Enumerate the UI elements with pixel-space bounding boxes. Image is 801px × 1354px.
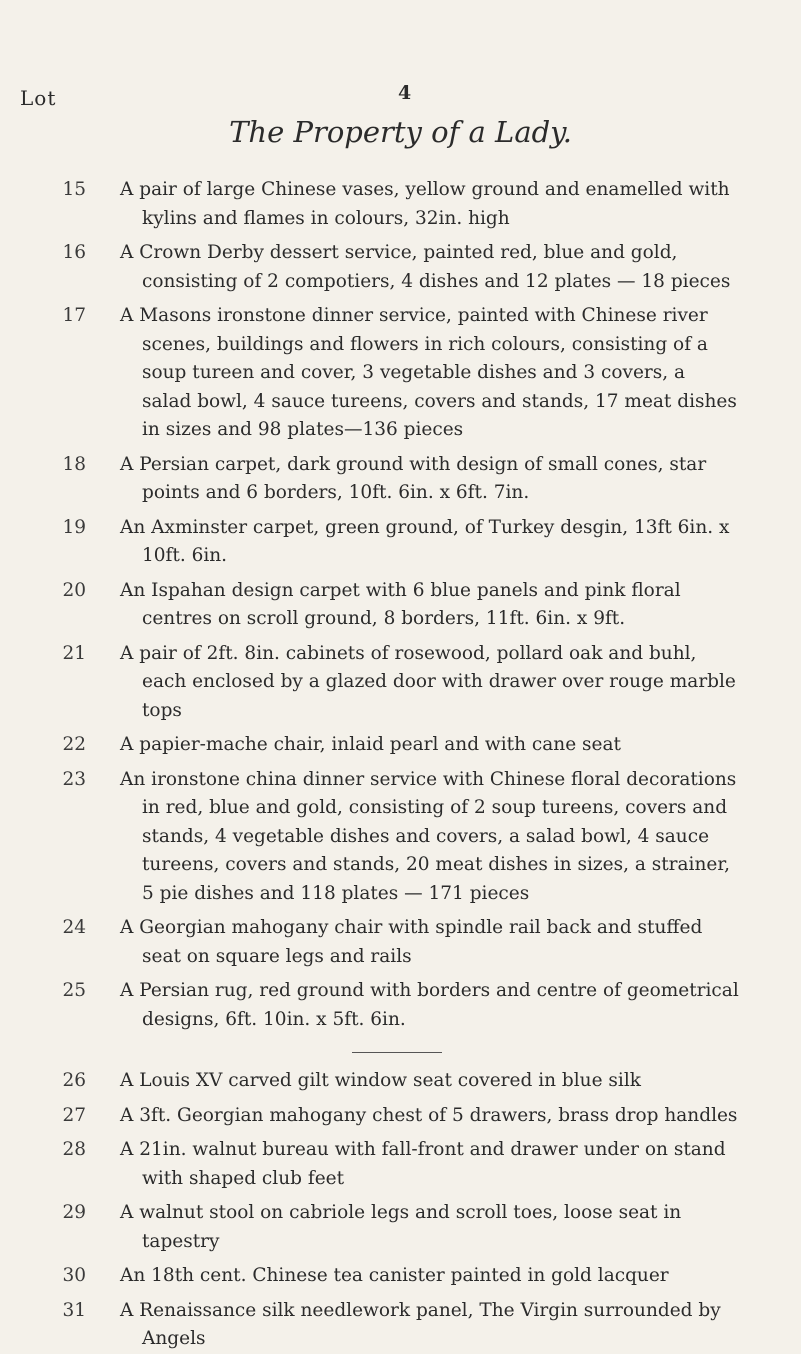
lot-number: 30 bbox=[62, 1265, 86, 1286]
lot-description: A Louis XV carved gilt window seat covered in blue silk bbox=[120, 1070, 641, 1091]
lot-entry bbox=[0, 977, 801, 1034]
lot-entry bbox=[0, 577, 801, 634]
lot-description: A pair of 2ft. 8in. cabinets of rosewood, pollard oak and buhl, each enclosed by a glazed door with drawer over rouge marble tops bbox=[120, 642, 736, 721]
lot-number: 21 bbox=[62, 642, 86, 664]
lot-number: 17 bbox=[62, 305, 86, 326]
lot-column-label: Lot bbox=[20, 86, 57, 110]
lot-description: A walnut stool on cabriole legs and scroll toes, loose seat in tapestry bbox=[120, 1202, 682, 1252]
lot-description: A 3ft. Georgian mahogany chest of 5 drawers, brass drop handles bbox=[120, 1104, 738, 1126]
lot-description: A Georgian mahogany chair with spindle rail back and stuffed seat on square legs and rails bbox=[120, 917, 703, 967]
lot-entry bbox=[0, 766, 801, 909]
lot-description: An 18th cent. Chinese tea canister painted in gold lacquer bbox=[120, 1265, 669, 1286]
lot-number: 25 bbox=[62, 980, 86, 1001]
lot-number: 24 bbox=[62, 917, 86, 938]
page-heading: The Property of a Lady. bbox=[229, 115, 572, 149]
lot-description: A Masons ironstone dinner service, painted with Chinese river scenes, buildings and flowers in rich colours, consisting of a soup tureen and cover, 3 vegetable dishes and 3 covers, a salad bowl, 4 sauce tureens, covers and stands, 17 meat dishes in sizes and 98 plates—136 pieces bbox=[120, 305, 737, 440]
lot-number: 26 bbox=[62, 1070, 86, 1091]
lot-entry bbox=[0, 1067, 801, 1096]
lot-entry bbox=[0, 914, 801, 971]
lot-number: 23 bbox=[62, 768, 86, 790]
section-divider bbox=[352, 1052, 442, 1053]
lot-number: 20 bbox=[62, 579, 86, 601]
lot-number: 22 bbox=[62, 734, 86, 755]
lot-entry bbox=[0, 514, 801, 571]
lot-number: 31 bbox=[62, 1299, 86, 1321]
lot-number: 15 bbox=[62, 179, 86, 200]
lot-number: 18 bbox=[62, 453, 86, 475]
lot-entry bbox=[0, 640, 801, 726]
lot-description: A 21in. walnut bureau with fall-front and drawer under on stand with shaped club feet bbox=[120, 1139, 726, 1189]
lot-description: An Axminster carpet, green ground, of Turkey desgin, 13ft 6in. x 10ft. 6in. bbox=[120, 516, 730, 566]
lot-number: 29 bbox=[62, 1202, 86, 1223]
lot-list bbox=[0, 176, 801, 1354]
lot-description: A papier-mache chair, inlaid pearl and with cane seat bbox=[120, 734, 621, 755]
lot-entry bbox=[0, 1136, 801, 1193]
lot-description: A pair of large Chinese vases, yellow ground and enamelled with kylins and flames in colours, 32in. high bbox=[120, 179, 730, 229]
lot-entry bbox=[0, 731, 801, 760]
lot-entry bbox=[0, 1199, 801, 1256]
lot-description: An ironstone china dinner service with Chinese floral decorations in red, blue and gold, consisting of 2 soup tureens, covers and stands, 4 vegetable dishes and covers, a salad bowl, 4 sauce tureens, covers and stands, 20 meat dishes in sizes, a strainer, 5 pie dishes and 118 plates — 171 pieces bbox=[120, 768, 737, 904]
lot-entry bbox=[0, 1102, 801, 1131]
lot-number: 16 bbox=[62, 242, 86, 263]
lot-number: 27 bbox=[62, 1104, 86, 1126]
lot-description: A Persian carpet, dark ground with design of small cones, star points and 6 borders, 10ft. 6in. x 6ft. 7in. bbox=[120, 453, 707, 503]
lot-entry bbox=[0, 302, 801, 445]
lot-number: 28 bbox=[62, 1139, 86, 1160]
lot-entry bbox=[0, 1297, 801, 1354]
lot-entry bbox=[0, 239, 801, 296]
lot-number: 19 bbox=[62, 516, 86, 538]
page-number: 4 bbox=[398, 82, 412, 104]
lot-entry bbox=[0, 451, 801, 508]
lot-entry bbox=[0, 1262, 801, 1291]
lot-description: A Persian rug, red ground with borders and centre of geometrical designs, 6ft. 10in. x 5ft. 6in. bbox=[120, 980, 739, 1030]
lot-description: An Ispahan design carpet with 6 blue panels and pink floral centres on scroll ground, 8 borders, 11ft. 6in. x 9ft. bbox=[120, 579, 681, 629]
lot-entry bbox=[0, 176, 801, 233]
lot-description: A Renaissance silk needlework panel, The Virgin surrounded by Angels bbox=[120, 1299, 721, 1349]
lot-description: A Crown Derby dessert service, painted red, blue and gold, consisting of 2 compotiers, 4 dishes and 12 plates — 18 pieces bbox=[120, 242, 731, 292]
